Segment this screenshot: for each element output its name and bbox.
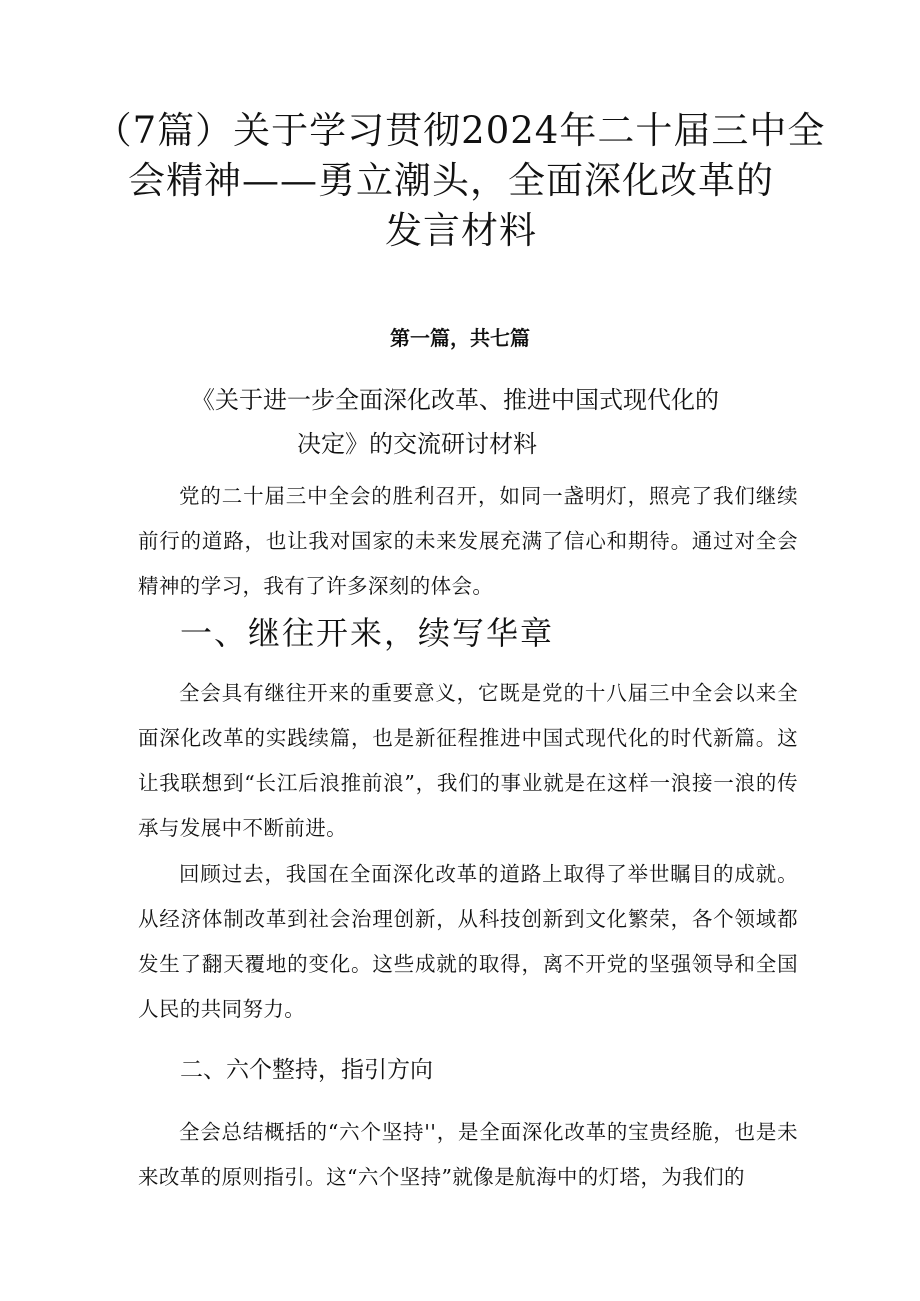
document-title-line-1: （7篇）关于学习贯彻2024年二十届三中全 [94,109,826,152]
subtitle-line-1: 《关于进一步全面深化改革、推进中国式现代化的 [191,386,719,414]
section-2-heading: 二、六个整持，指引方向 [180,1057,433,1083]
subtitle [0,378,920,466]
document-title [0,106,920,256]
section-1-paragraph-2: 回顾过去，我国在全面深化改革的道路上取得了举世瞩目的成就。从经济体制改革到社会治理创新，从科技创新到文化繁荣，各个领域都发生了翻天覆地的变化。这些成就的取得，离不开党的坚强领导和全国人民的共同努力。 [138,862,798,1021]
document-title-line-2: 会精神——勇立潮头，全面深化改革的 [128,159,774,202]
document-title-line-3: 发言材料 [385,209,537,252]
section-1-paragraph-1: 全会具有继往开来的重要意义，它既是党的十八届三中全会以来全面深化改革的实践续篇，也是新征程推进中国式现代化的时代新篇。这让我联想到“长江后浪推前浪”，我们的事业就是在这样一浪接一浪的传承与发展中不断前进。 [138,681,798,840]
subtitle-line-2: 决定》的交流研讨材料 [297,430,537,458]
part-label: 第一篇，共七篇 [390,326,530,350]
section-1-heading: 一、继往开来，续写华章 [180,614,555,652]
intro-paragraph: 党的二十届三中全会的胜利召开，如同一盏明灯，照亮了我们继续前行的道路，也让我对国家的未来发展充满了信心和期待。通过对全会精神的学习，我有了许多深刻的体会。 [138,484,798,598]
section-2-paragraph-1: 全会总结概括的“六个坚持''，是全面深化改革的宝贵经脆，也是未来改革的原则指引。这“六个坚持”就像是航海中的灯塔，为我们的 [138,1120,798,1189]
